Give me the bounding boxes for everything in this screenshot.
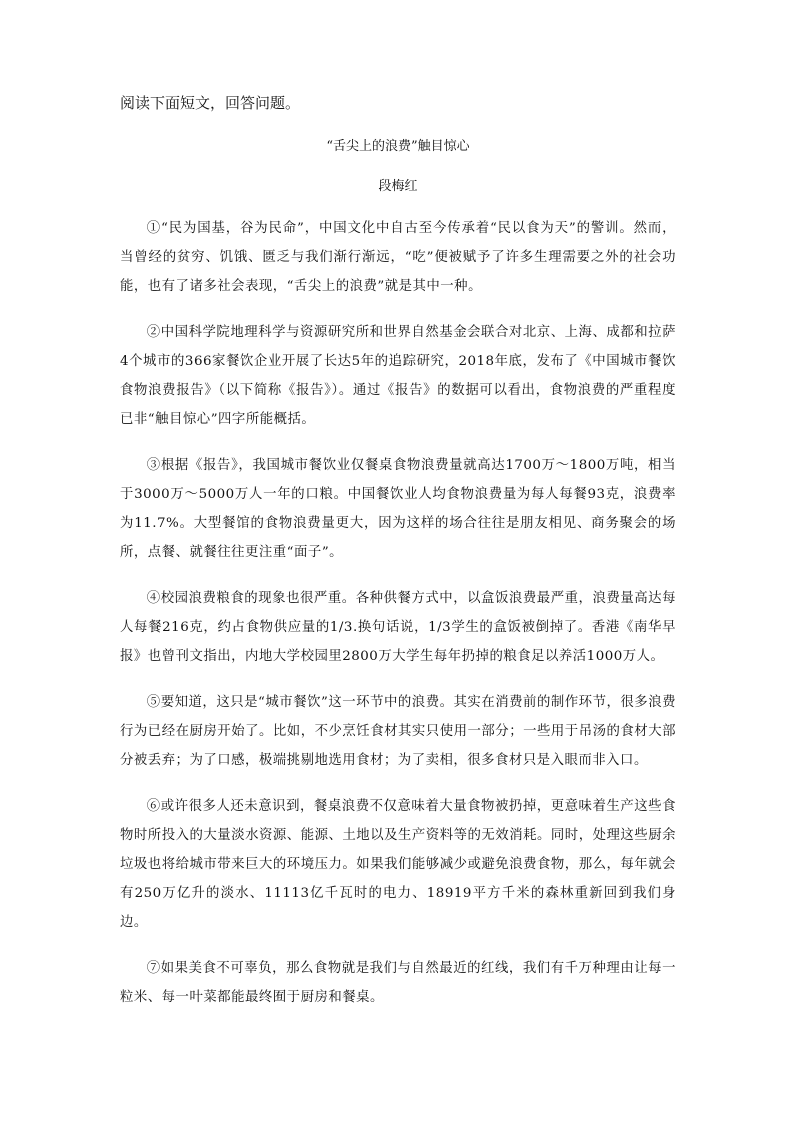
- paragraph-1: ①“民为国基，谷为民命”，中国文化中自古至今传承着“民以食为天”的警训。然而，当曾经的贫穷、饥饿、匮乏与我们渐行渐远，“吃”便被赋予了许多生理需要之外的社会功能，也有了诸多社会表现，“舌尖上的浪费”就是其中一种。: [120, 221, 676, 294]
- paragraph-3: ③根据《报告》，我国城市餐饮业仅餐桌食物浪费量就高达1700万～1800万吨，相当于3000万～5000万人一年的口粮。中国餐饮业人均食物浪费量为每人每餐93克，浪费率为11.7%。大型餐馆的食物浪费量更大，因为这样的场合往往是朋友相见、商务聚会的场所，点餐、就餐往往更注重“面子”。: [120, 458, 676, 560]
- instruction-text: 阅读下面短文，回答问题。: [120, 94, 301, 112]
- paragraph-6: ⑥或许很多人还未意识到，餐桌浪费不仅意味着大量食物被扔掉，更意味着生产这些食物时所投入的大量淡水资源、能源、土地以及生产资料等的无效消耗。同时，处理这些厨余垃圾也将给城市带来巨大的环境压力。如果我们能够减少或避免浪费食物，那么，每年就会有250万亿升的淡水、11113亿千瓦时的电力、18919平方千米的森林重新回到我们身边。: [120, 799, 676, 930]
- article-body: [120, 214, 676, 1029]
- paragraph-4: ④校园浪费粮食的现象也很严重。各种供餐方式中，以盒饭浪费最严重，浪费量高达每人每餐216克，约占食物供应量的1/3.换句话说，1/3学生的盒饭被倒掉了。香港《南华早报》也曾刊文指出，内地大学校园里2800万大学生每年扔掉的粮食足以养活1000万人。: [120, 591, 676, 664]
- article-title: “舌尖上的浪费”触目惊心: [326, 139, 470, 154]
- paragraph-2: ②中国科学院地理科学与资源研究所和世界自然基金会联合对北京、上海、成都和拉萨4个城市的366家餐饮企业开展了长达5年的追踪研究，2018年底，发布了《中国城市餐饮食物浪费报告》（以下简称《报告》）。通过《报告》的数据可以看出，食物浪费的严重程度已非“触目惊心”四字所能概括。: [120, 325, 676, 427]
- paragraph-5: ⑤要知道，这只是“城市餐饮”这一环节中的浪费。其实在消费前的制作环节，很多浪费行为已经在厨房开始了。比如，不少烹饪食材其实只使用一部分；一些用于吊汤的食材大部分被丢弃；为了口感，极端挑剔地选用食材；为了卖相，很多食材只是入眼而非入口。: [120, 695, 676, 768]
- paragraph-7: ⑦如果美食不可辜负，那么食物就是我们与自然最近的红线，我们有千万种理由让每一粒米、每一叶菜都能最终囿于厨房和餐桌。: [120, 961, 676, 1005]
- article-author: 段梅红: [378, 179, 418, 194]
